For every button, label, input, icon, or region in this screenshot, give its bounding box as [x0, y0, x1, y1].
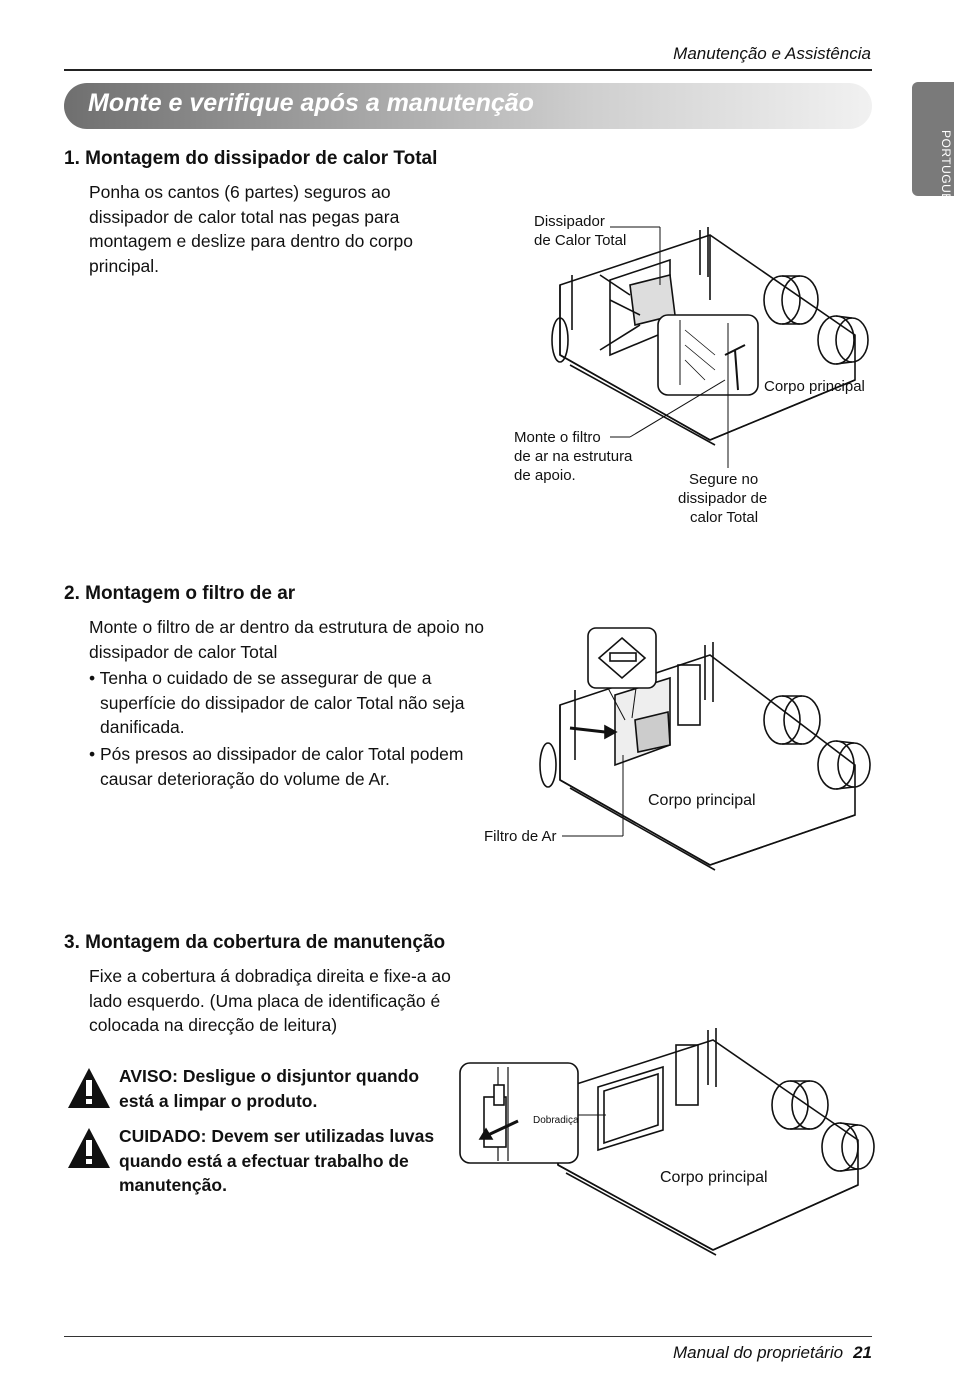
language-tab-label: PORTUGUESE [939, 130, 953, 219]
label-main-body-3: Corpo principal [660, 1169, 768, 1186]
footer-manual: Manual do proprietário [672, 1343, 844, 1362]
section1-heading: 1. Montagem do dissipador de calor Total [64, 148, 438, 169]
label-heat-exchanger-2: de Calor Total [534, 232, 627, 249]
label-air-filter-3: de apoio. [514, 467, 576, 484]
label-air-filter: Filtro de Ar [484, 828, 557, 845]
label-heat-exchanger-1: Dissipador [534, 213, 605, 230]
label-main-body-1: Corpo principal [764, 378, 865, 395]
page-title: Monte e verifique após a manutenção [88, 89, 534, 117]
warning-icon [66, 1066, 112, 1110]
label-hold-3: calor Total [690, 509, 759, 526]
label-hold-1: Segure no [689, 471, 759, 488]
section2-heading: 2. Montagem o filtro de ar [64, 583, 296, 604]
page-number: 21 [853, 1343, 872, 1362]
label-hold-2: dissipador de [678, 490, 768, 507]
running-header: Manutenção e Assistência [673, 44, 871, 63]
warning-text: AVISO: Desligue o disjuntor quando está a limpar o produto. [119, 1066, 420, 1111]
section1-text: Ponha os cantos (6 partes) seguros ao dissipador de calor total nas pegas para montagem e deslize para dentro do corpo principal. [89, 182, 413, 276]
label-main-body-2: Corpo principal [648, 792, 756, 809]
footer [673, 1343, 872, 1363]
label-air-filter-1: Monte o filtro [514, 429, 601, 446]
label-hinge: Dobradiça [533, 1115, 579, 1126]
section2-bullet-1: • Tenha o cuidado de se assegurar de que a superfície do dissipador de calor Total não seja danificada. [89, 668, 465, 737]
section2-text: Monte o filtro de ar dentro da estrutura de apoio no dissipador de calor Total [89, 617, 484, 662]
figure-air-filter [520, 620, 880, 880]
caution-text: CUIDADO: Devem ser utilizadas luvas quando está a efectuar trabalho de manutenção. [119, 1126, 435, 1195]
label-air-filter-2: de ar na estrutura [514, 448, 633, 465]
section2-bullet-2: • Pós presos ao dissipador de calor Total podem causar deterioração do volume de Ar. [89, 744, 464, 789]
section3-text: Fixe a cobertura á dobradiça direita e fixe-a ao lado esquerdo. (Uma placa de identificação é colocada na direcção de leitura) [89, 966, 451, 1035]
header-rule [64, 69, 872, 71]
section3-heading: 3. Montagem da cobertura de manutenção [64, 932, 446, 953]
figure-service-cover [458, 1025, 883, 1275]
caution-icon [66, 1126, 112, 1170]
footer-rule [64, 1336, 872, 1337]
